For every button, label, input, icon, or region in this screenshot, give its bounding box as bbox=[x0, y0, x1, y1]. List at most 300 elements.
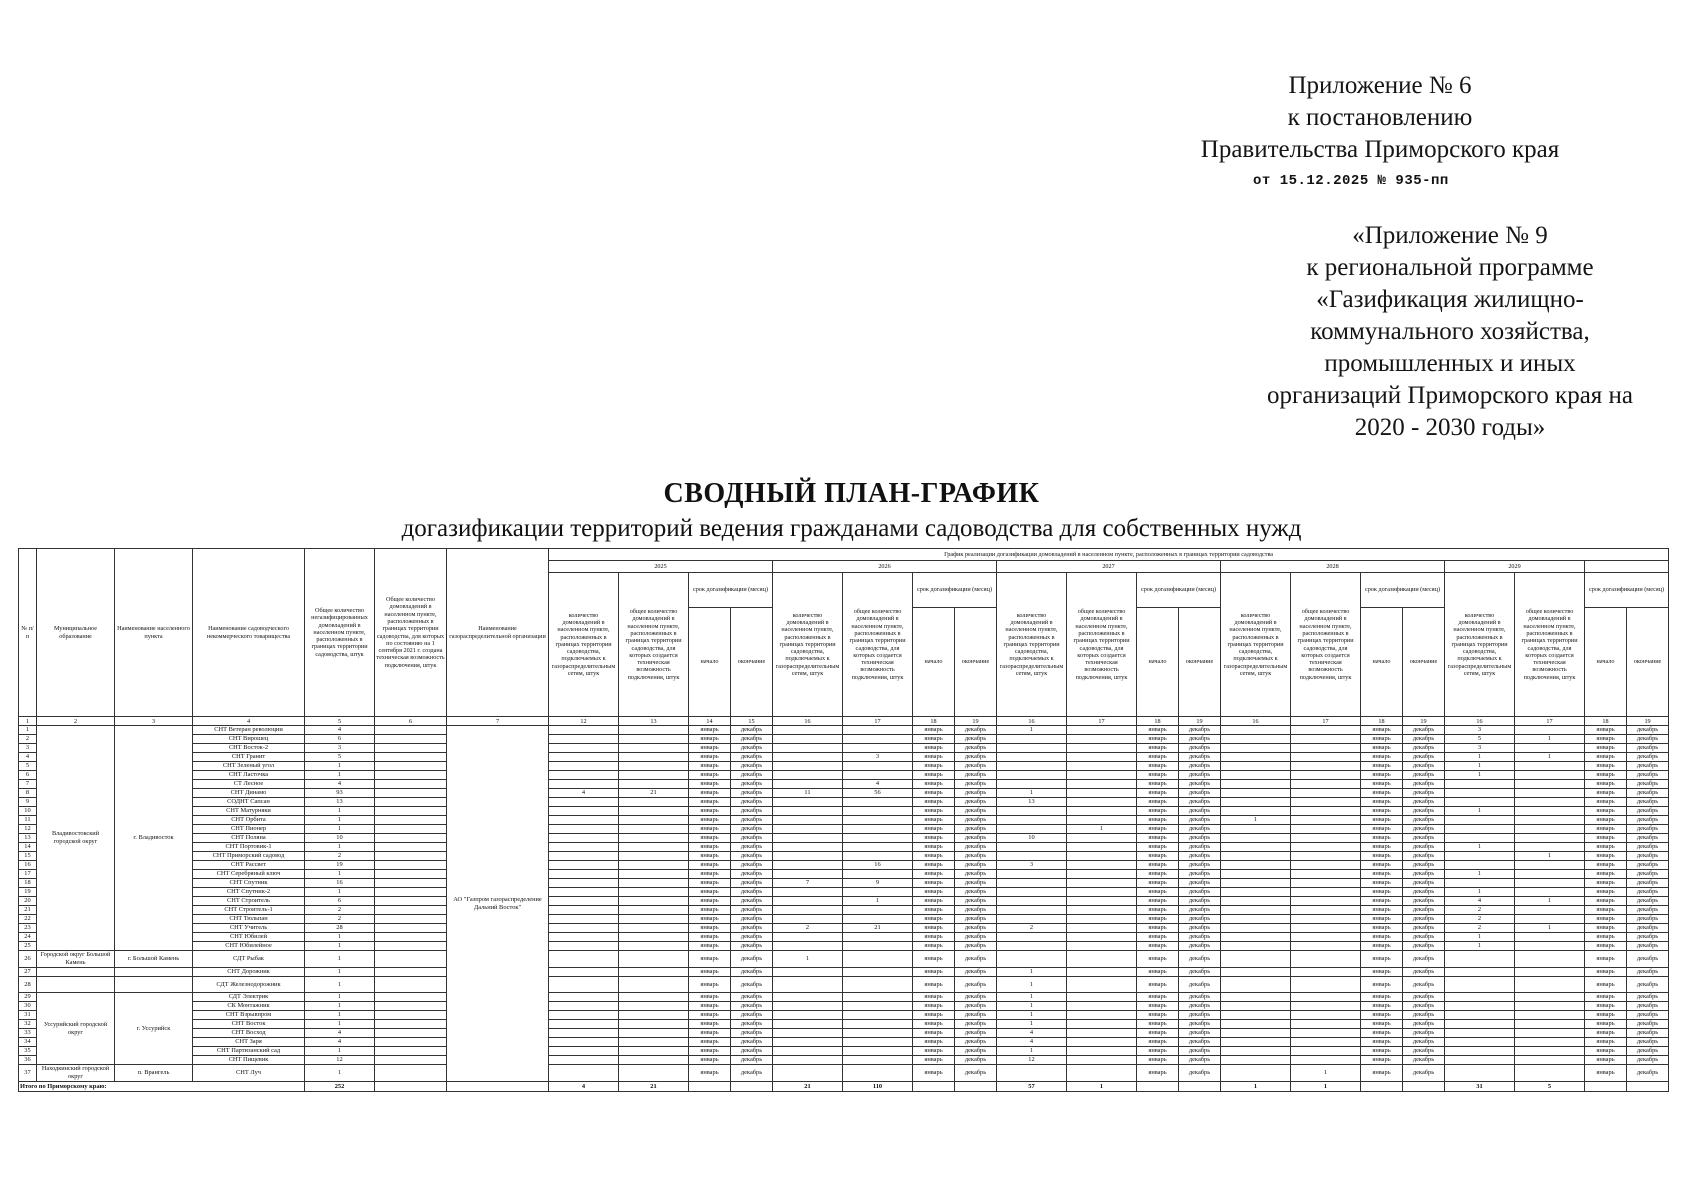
end-month: декабрь bbox=[1627, 726, 1669, 735]
qty-sum: 31 bbox=[1445, 1082, 1515, 1092]
end-month: декабрь bbox=[1403, 816, 1445, 825]
tech-possibility-cell bbox=[375, 977, 447, 993]
qty-cell: 1 bbox=[997, 977, 1067, 993]
qty-cell bbox=[1221, 1038, 1291, 1047]
row-number: 16 bbox=[19, 861, 37, 870]
qty-cell bbox=[997, 897, 1067, 906]
qty-total-cell bbox=[619, 735, 689, 744]
start-month: январь bbox=[1585, 1065, 1627, 1082]
end-month: декабрь bbox=[1179, 897, 1221, 906]
start-month: январь bbox=[913, 735, 955, 744]
snt-name: СНТ Спутник-2 bbox=[193, 888, 305, 897]
start-month: январь bbox=[913, 951, 955, 968]
qty-cell bbox=[997, 753, 1067, 762]
total-households: 4 bbox=[305, 1029, 375, 1038]
start-month: январь bbox=[1361, 1011, 1403, 1020]
qty-total-cell bbox=[843, 968, 913, 977]
qty-total-cell bbox=[843, 1002, 913, 1011]
qty-cell bbox=[1445, 977, 1515, 993]
start-month: январь bbox=[1361, 834, 1403, 843]
qty-cell bbox=[1221, 888, 1291, 897]
qty-cell: 4 bbox=[549, 789, 619, 798]
qty-cell bbox=[549, 933, 619, 942]
qty-cell: 1 bbox=[997, 1002, 1067, 1011]
start-month: январь bbox=[1585, 906, 1627, 915]
qty-total-cell bbox=[1291, 870, 1361, 879]
qty-total-cell bbox=[1291, 1011, 1361, 1020]
qty-cell bbox=[773, 1047, 843, 1056]
table-row bbox=[19, 744, 1669, 753]
qty-total-cell bbox=[619, 780, 689, 789]
qty-cell bbox=[1221, 780, 1291, 789]
end-month: декабрь bbox=[955, 816, 997, 825]
qty-cell: 1 bbox=[997, 1047, 1067, 1056]
end-month: декабрь bbox=[1179, 861, 1221, 870]
qty-total-cell bbox=[1515, 1020, 1585, 1029]
column-number: 18 bbox=[1361, 717, 1403, 726]
end-month: декабрь bbox=[1403, 852, 1445, 861]
start-month: январь bbox=[1137, 1038, 1179, 1047]
qty-cell bbox=[1221, 1011, 1291, 1020]
table-row bbox=[19, 771, 1669, 780]
snt-name: СОДНТ Сапсан bbox=[193, 798, 305, 807]
qty-total-cell bbox=[1067, 807, 1137, 816]
qty-total-cell bbox=[1291, 933, 1361, 942]
qty-cell bbox=[773, 906, 843, 915]
year-header: 2027 bbox=[997, 561, 1221, 573]
start-month: январь bbox=[913, 1029, 955, 1038]
total-households-col-header: Общее количество негазифицированных домовладений в населенном пункте, расположенных в границах территории садоводства, штук bbox=[305, 549, 375, 717]
table-body bbox=[19, 726, 1669, 1092]
qty-cell bbox=[1221, 834, 1291, 843]
qty-cell bbox=[773, 735, 843, 744]
row-number: 36 bbox=[19, 1056, 37, 1065]
start-month: январь bbox=[1137, 1056, 1179, 1065]
start-month: январь bbox=[1137, 977, 1179, 993]
table-row bbox=[19, 798, 1669, 807]
qty-total-cell bbox=[619, 906, 689, 915]
table-row bbox=[19, 1047, 1669, 1056]
end-month: декабрь bbox=[1403, 807, 1445, 816]
snt-name: СНТ Пищевик bbox=[193, 1056, 305, 1065]
qty-cell: 2 bbox=[1445, 906, 1515, 915]
table-row bbox=[19, 993, 1669, 1002]
start-month: январь bbox=[1137, 825, 1179, 834]
total-households: 1 bbox=[305, 1065, 375, 1082]
qty-cell bbox=[1445, 825, 1515, 834]
annex-6-line: к постановлению bbox=[1287, 104, 1473, 131]
row-number: 5 bbox=[19, 762, 37, 771]
qty-total-cell bbox=[619, 888, 689, 897]
qty-total-cell bbox=[1067, 1029, 1137, 1038]
end-month: декабрь bbox=[1403, 834, 1445, 843]
start-month: январь bbox=[1361, 852, 1403, 861]
start-month: январь bbox=[1585, 1047, 1627, 1056]
start-month: январь bbox=[689, 1065, 731, 1082]
table-row bbox=[19, 897, 1669, 906]
qty-total-cell bbox=[1291, 1002, 1361, 1011]
total-households: 1 bbox=[305, 977, 375, 993]
qty-total-cell: 21 bbox=[843, 924, 913, 933]
start-month: январь bbox=[1137, 924, 1179, 933]
qty-total-cell bbox=[1067, 1038, 1137, 1047]
end-month: декабрь bbox=[955, 897, 997, 906]
qty-cell bbox=[1445, 879, 1515, 888]
qty-total-cell bbox=[1291, 780, 1361, 789]
start-month: январь bbox=[1137, 870, 1179, 879]
end-month: декабрь bbox=[1627, 753, 1669, 762]
qty-cell bbox=[773, 897, 843, 906]
end-month: декабрь bbox=[731, 1002, 773, 1011]
start-month: январь bbox=[1137, 753, 1179, 762]
total-households: 10 bbox=[305, 834, 375, 843]
total-blank bbox=[447, 1082, 549, 1092]
end-month: декабрь bbox=[1403, 968, 1445, 977]
qty-total-cell bbox=[1291, 789, 1361, 798]
qty-cell bbox=[773, 942, 843, 951]
column-number: 2 bbox=[37, 717, 115, 726]
table-row bbox=[19, 906, 1669, 915]
end-month: декабрь bbox=[1179, 1038, 1221, 1047]
qty-cell: 1 bbox=[773, 951, 843, 968]
start-month: январь bbox=[913, 1038, 955, 1047]
tech-possibility-cell bbox=[375, 789, 447, 798]
qty-total-cell bbox=[1067, 798, 1137, 807]
snt-name: СНТ Ласточка bbox=[193, 771, 305, 780]
table-row bbox=[19, 807, 1669, 816]
decree-number: от 15.12.2025 № 935-пп bbox=[1253, 173, 1449, 189]
qty-total-cell bbox=[1291, 968, 1361, 977]
start-month: январь bbox=[1361, 1020, 1403, 1029]
start-month: январь bbox=[1585, 933, 1627, 942]
start-month: январь bbox=[1585, 924, 1627, 933]
qty-cell: 1 bbox=[997, 993, 1067, 1002]
start-month: январь bbox=[1585, 1038, 1627, 1047]
end-month: декабрь bbox=[731, 861, 773, 870]
qty-total-cell bbox=[843, 744, 913, 753]
end-month: декабрь bbox=[1627, 789, 1669, 798]
end-month: декабрь bbox=[731, 906, 773, 915]
start-month: январь bbox=[913, 1047, 955, 1056]
qty-cell bbox=[549, 993, 619, 1002]
start-month: январь bbox=[1137, 843, 1179, 852]
qty-cell bbox=[549, 1047, 619, 1056]
start-month: январь bbox=[913, 968, 955, 977]
end-month: декабрь bbox=[955, 968, 997, 977]
qty-total-cell bbox=[843, 942, 913, 951]
snt-name: СНТ Восток-2 bbox=[193, 744, 305, 753]
end-month: декабрь bbox=[1179, 924, 1221, 933]
qty-total-cell bbox=[1515, 744, 1585, 753]
qty-total-cell bbox=[619, 816, 689, 825]
end-month: декабрь bbox=[731, 1047, 773, 1056]
qty-total-cell bbox=[619, 1029, 689, 1038]
end-month: декабрь bbox=[955, 879, 997, 888]
qty-cell bbox=[1221, 968, 1291, 977]
column-number: 18 bbox=[913, 717, 955, 726]
total-households: 13 bbox=[305, 798, 375, 807]
start-month: январь bbox=[1137, 942, 1179, 951]
qty-cell bbox=[1221, 852, 1291, 861]
qty-total-sum: 5 bbox=[1515, 1082, 1585, 1092]
total-households: 1 bbox=[305, 816, 375, 825]
qty-total-cell bbox=[1515, 870, 1585, 879]
qty-total-cell bbox=[843, 798, 913, 807]
qty-cell bbox=[773, 933, 843, 942]
qty-total-cell bbox=[1515, 825, 1585, 834]
qty-total-sum: 21 bbox=[619, 1082, 689, 1092]
end-month: декабрь bbox=[1179, 968, 1221, 977]
qty-cell: 1 bbox=[1445, 843, 1515, 852]
start-month: январь bbox=[1585, 915, 1627, 924]
qty-cell bbox=[997, 879, 1067, 888]
annex-6-block bbox=[1200, 70, 1560, 166]
start-month: январь bbox=[1137, 933, 1179, 942]
qty-total-cell bbox=[843, 807, 913, 816]
total-households: 1 bbox=[305, 825, 375, 834]
start-month: январь bbox=[913, 843, 955, 852]
snt-name: СНТ Ветеран революции bbox=[193, 726, 305, 735]
qty-total-cell bbox=[843, 1020, 913, 1029]
end-month: декабрь bbox=[1179, 744, 1221, 753]
start-month: январь bbox=[689, 1002, 731, 1011]
end-month: декабрь bbox=[1403, 1065, 1445, 1082]
qty-total-cell bbox=[619, 762, 689, 771]
qty-total-cell bbox=[1067, 879, 1137, 888]
end-month: декабрь bbox=[955, 861, 997, 870]
end-month: декабрь bbox=[1179, 915, 1221, 924]
end-month: декабрь bbox=[1403, 1047, 1445, 1056]
qty-cell bbox=[1445, 816, 1515, 825]
qty-cell bbox=[549, 735, 619, 744]
qty-total-cell bbox=[1067, 843, 1137, 852]
qty-total-cell bbox=[1515, 977, 1585, 993]
qty-cell bbox=[1221, 1020, 1291, 1029]
start-month: январь bbox=[689, 843, 731, 852]
end-month: декабрь bbox=[1179, 942, 1221, 951]
tech-possibility-cell bbox=[375, 993, 447, 1002]
qty-cell bbox=[549, 879, 619, 888]
qty-total-cell bbox=[1067, 753, 1137, 762]
total-blank bbox=[1403, 1082, 1445, 1092]
qty-total-cell bbox=[1067, 942, 1137, 951]
annex-9-line: организаций Приморского края на bbox=[1266, 382, 1634, 409]
row-number: 32 bbox=[19, 1020, 37, 1029]
start-month: январь bbox=[913, 915, 955, 924]
start-month: январь bbox=[689, 993, 731, 1002]
tech-possibility-cell bbox=[375, 897, 447, 906]
column-number: 13 bbox=[619, 717, 689, 726]
qty-cell bbox=[1221, 753, 1291, 762]
row-number: 1 bbox=[19, 726, 37, 735]
start-month: январь bbox=[689, 888, 731, 897]
end-month: декабрь bbox=[1179, 825, 1221, 834]
end-col-header: окончание bbox=[731, 608, 773, 717]
table-row bbox=[19, 924, 1669, 933]
start-month: январь bbox=[689, 968, 731, 977]
end-month: декабрь bbox=[955, 762, 997, 771]
qty-total-cell: 3 bbox=[843, 753, 913, 762]
qty-total-cell bbox=[619, 726, 689, 735]
tech-possibility-cell bbox=[375, 1056, 447, 1065]
start-month: январь bbox=[1585, 753, 1627, 762]
total-households: 93 bbox=[305, 789, 375, 798]
end-month: декабрь bbox=[955, 924, 997, 933]
start-month: январь bbox=[1585, 1011, 1627, 1020]
total-households: 1 bbox=[305, 933, 375, 942]
settlement-cell: г. Большой Камень bbox=[115, 951, 193, 968]
qty-cell bbox=[549, 753, 619, 762]
end-month: декабрь bbox=[1627, 879, 1669, 888]
start-month: январь bbox=[1585, 762, 1627, 771]
table-row bbox=[19, 843, 1669, 852]
qty-cell bbox=[997, 933, 1067, 942]
municipality-cell bbox=[37, 968, 115, 977]
qty-total-cell bbox=[1515, 780, 1585, 789]
start-month: январь bbox=[913, 933, 955, 942]
qty-total-cell: 1 bbox=[1515, 924, 1585, 933]
tech-possibility-cell bbox=[375, 879, 447, 888]
end-month: декабрь bbox=[1403, 906, 1445, 915]
table-row bbox=[19, 1065, 1669, 1082]
start-month: январь bbox=[1361, 780, 1403, 789]
end-month: декабрь bbox=[1179, 798, 1221, 807]
qty-cell: 4 bbox=[1445, 897, 1515, 906]
total-households: 2 bbox=[305, 906, 375, 915]
table-row bbox=[19, 780, 1669, 789]
end-month: декабрь bbox=[731, 951, 773, 968]
start-month: январь bbox=[913, 789, 955, 798]
snt-name: СНТ Спутник bbox=[193, 879, 305, 888]
qty-total-cell bbox=[843, 870, 913, 879]
total-households: 1 bbox=[305, 1011, 375, 1020]
qty-total-cell bbox=[843, 771, 913, 780]
start-col-header: начало bbox=[1361, 608, 1403, 717]
tech-possibility-cell bbox=[375, 825, 447, 834]
qty-cell bbox=[549, 726, 619, 735]
qty-total-cell bbox=[619, 870, 689, 879]
qty-cell bbox=[773, 798, 843, 807]
end-month: декабрь bbox=[955, 951, 997, 968]
qty-total-cell bbox=[1515, 942, 1585, 951]
qty-cell bbox=[1221, 977, 1291, 993]
snt-name: СДТ Железнодорожник bbox=[193, 977, 305, 993]
qty-total-cell: 1 bbox=[1515, 735, 1585, 744]
end-month: декабрь bbox=[1179, 762, 1221, 771]
snt-name: СНТ Матурняки bbox=[193, 807, 305, 816]
qty-total-cell bbox=[1067, 906, 1137, 915]
qty-total-cell bbox=[619, 843, 689, 852]
qty-total-col-header: общее количество домовладений в населенном пункте, расположенных в границах территории садоводства, для которых создается техническая возможность подключения, штук bbox=[619, 573, 689, 717]
qty-total-cell bbox=[1291, 906, 1361, 915]
qty-cell bbox=[997, 771, 1067, 780]
qty-cell bbox=[549, 1065, 619, 1082]
column-number: 4 bbox=[193, 717, 305, 726]
table-row bbox=[19, 879, 1669, 888]
qty-total-cell bbox=[843, 951, 913, 968]
qty-cell: 4 bbox=[997, 1029, 1067, 1038]
start-month: январь bbox=[1137, 1002, 1179, 1011]
qty-total-cell bbox=[1515, 789, 1585, 798]
qty-total-cell bbox=[843, 1029, 913, 1038]
end-month: декабрь bbox=[1403, 1002, 1445, 1011]
qty-cell: 1 bbox=[997, 789, 1067, 798]
start-month: январь bbox=[689, 798, 731, 807]
start-month: январь bbox=[689, 816, 731, 825]
tech-possibility-cell bbox=[375, 1011, 447, 1020]
start-month: январь bbox=[913, 798, 955, 807]
qty-cell bbox=[549, 1038, 619, 1047]
qty-total-cell bbox=[843, 915, 913, 924]
end-month: декабрь bbox=[1403, 1029, 1445, 1038]
column-number: 14 bbox=[689, 717, 731, 726]
qty-cell bbox=[997, 870, 1067, 879]
municipality-cell bbox=[37, 977, 115, 993]
tech-possibility-cell bbox=[375, 915, 447, 924]
tech-possibility-cell bbox=[375, 1029, 447, 1038]
qty-sum: 4 bbox=[549, 1082, 619, 1092]
end-month: декабрь bbox=[1403, 744, 1445, 753]
end-month: декабрь bbox=[1179, 977, 1221, 993]
qty-total-col-header: общее количество домовладений в населенном пункте, расположенных в границах территории садоводства, для которых создается техническая возможность подключения, штук bbox=[1067, 573, 1137, 717]
qty-cell bbox=[1221, 906, 1291, 915]
snt-name: СДТ Электрик bbox=[193, 993, 305, 1002]
qty-total-cell bbox=[1515, 1065, 1585, 1082]
start-month: январь bbox=[1137, 1065, 1179, 1082]
qty-cell bbox=[773, 807, 843, 816]
end-month: декабрь bbox=[1179, 816, 1221, 825]
end-month: декабрь bbox=[1179, 807, 1221, 816]
qty-total-col-header: общее количество домовладений в населенном пункте, расположенных в границах территории садоводства, для которых создается техническая возможность подключения, штук bbox=[1291, 573, 1361, 717]
row-number: 37 bbox=[19, 1065, 37, 1082]
start-month: январь bbox=[1585, 897, 1627, 906]
end-month: декабрь bbox=[955, 1011, 997, 1020]
start-month: январь bbox=[913, 807, 955, 816]
qty-cell: 13 bbox=[997, 798, 1067, 807]
total-blank bbox=[731, 1082, 773, 1092]
end-month: декабрь bbox=[1179, 843, 1221, 852]
municipality-cell: Уссурийский городской округ bbox=[37, 993, 115, 1065]
end-month: декабрь bbox=[1403, 897, 1445, 906]
start-month: январь bbox=[1137, 762, 1179, 771]
start-month: январь bbox=[913, 977, 955, 993]
start-month: январь bbox=[689, 870, 731, 879]
settlement-cell: г. Уссурийск bbox=[115, 993, 193, 1065]
start-month: январь bbox=[913, 879, 955, 888]
tech-possibility-cell bbox=[375, 924, 447, 933]
end-month: декабрь bbox=[1627, 968, 1669, 977]
start-month: январь bbox=[1585, 879, 1627, 888]
column-number: 15 bbox=[731, 717, 773, 726]
qty-cell: 1 bbox=[1445, 942, 1515, 951]
end-month: декабрь bbox=[1403, 1056, 1445, 1065]
start-month: январь bbox=[689, 807, 731, 816]
end-month: декабрь bbox=[1627, 816, 1669, 825]
start-month: январь bbox=[1361, 1038, 1403, 1047]
start-month: январь bbox=[689, 789, 731, 798]
end-month: декабрь bbox=[731, 977, 773, 993]
column-number: 19 bbox=[1179, 717, 1221, 726]
qty-total-cell: 1 bbox=[843, 897, 913, 906]
qty-total-cell bbox=[1067, 735, 1137, 744]
end-month: декабрь bbox=[731, 993, 773, 1002]
end-month: декабрь bbox=[1403, 771, 1445, 780]
row-number: 20 bbox=[19, 897, 37, 906]
settlement-col-header: Наименование населенного пункта bbox=[115, 549, 193, 717]
start-month: январь bbox=[1361, 735, 1403, 744]
start-month: январь bbox=[913, 744, 955, 753]
end-month: декабрь bbox=[1627, 1011, 1669, 1020]
